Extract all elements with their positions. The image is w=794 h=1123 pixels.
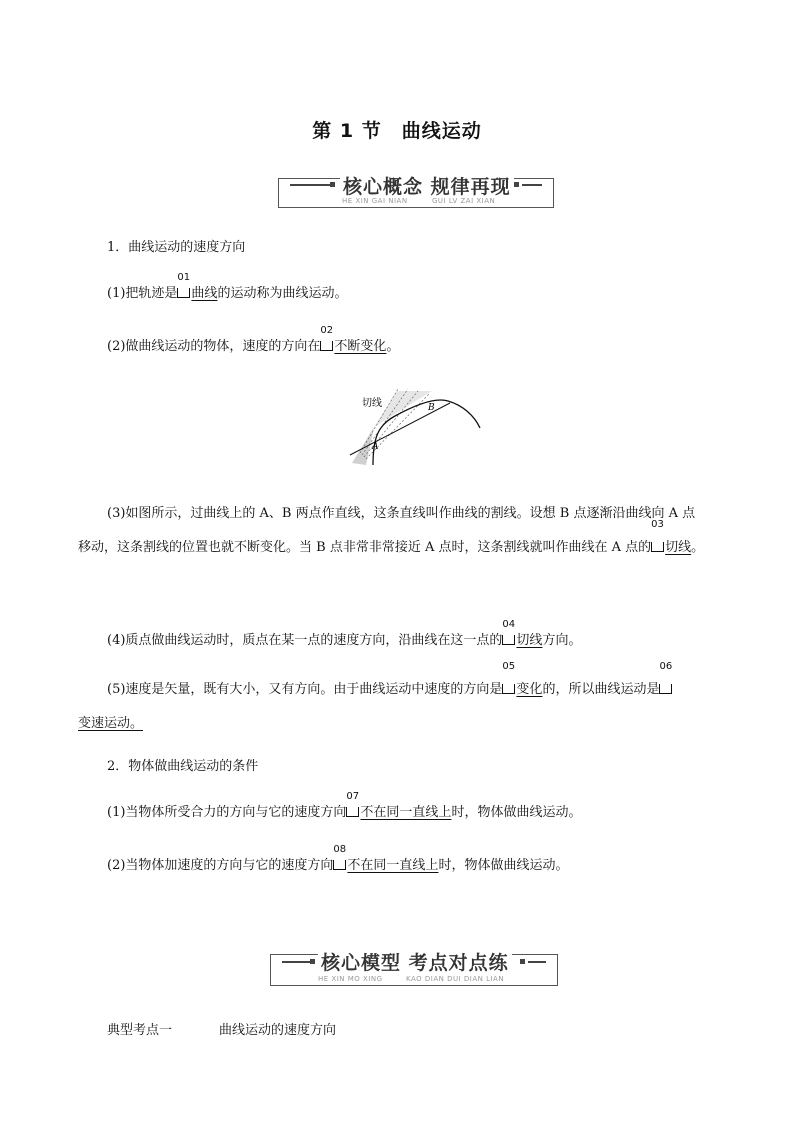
paragraph-5-line-2	[78, 707, 728, 741]
banner-pinyin-left: HE XIN GAI NIAN	[342, 197, 408, 205]
blank-box-icon	[346, 807, 359, 817]
section-banner-core-models	[270, 944, 560, 988]
paragraph-7: (2)当物体加速度的方向与它的速度方向 08 不在同一直线上时，物体做曲线运动。	[107, 856, 568, 876]
banner-pinyin-right: KAO DIAN DUI DIAN LIAN	[406, 975, 505, 983]
answer-blank: 04 切线	[502, 619, 543, 648]
answer-blank: 01 曲线	[177, 272, 218, 301]
answer-blank: 06	[659, 673, 673, 707]
section-heading: 1．曲线运动的速度方向	[107, 240, 246, 255]
blank-box-icon	[659, 684, 672, 694]
secant-shading-lower	[352, 427, 374, 465]
paragraph-5	[78, 661, 728, 741]
paragraph-3-line-1: (3)如图所示，过曲线上的 A、B 两点作直线，这条直线叫作曲线的割线。设想 B 点逐渐沿曲线向 A 点	[107, 506, 696, 521]
paragraph-3	[78, 497, 728, 565]
answer-blank: 07 不在同一直线上	[346, 791, 452, 820]
section-heading: 2．物体做曲线运动的条件	[107, 759, 259, 774]
tangent-figure	[340, 383, 500, 468]
paragraph-2: (2)做曲线运动的物体，速度的方向在 02 不断变化。	[107, 337, 399, 357]
answer-blank: 02 不断变化	[320, 325, 387, 354]
blank-box-icon	[651, 542, 664, 552]
answer-blank-continued: 变速运动。	[78, 716, 144, 731]
blank-box-icon	[502, 635, 515, 645]
paragraph-6: (1)当物体所受合力的方向与它的速度方向 07 不在同一直线上时，物体做曲线运动。	[107, 803, 581, 823]
page-title: 第 1 节 曲线运动	[312, 120, 482, 142]
point-b-label: B	[428, 403, 435, 413]
banner-pinyin-right: GUI LV ZAI XIAN	[432, 197, 496, 205]
typical-point-label: 典型考点一	[107, 1023, 173, 1038]
banner-pinyin-left: HE XIN MO XING	[318, 975, 383, 983]
typical-point-text: 曲线运动的速度方向	[219, 1023, 337, 1038]
paragraph-5-line-1: (5)速度是矢量，既有大小，又有方向。由于曲线运动中速度的方向是 05 变化的，所以曲线运动是 06	[78, 673, 728, 707]
blank-box-icon	[502, 684, 515, 694]
blank-box-icon	[177, 288, 190, 298]
answer-blank: 08 不在同一直线上	[333, 844, 439, 873]
point-a-label: A	[372, 442, 379, 452]
blank-box-icon	[320, 341, 333, 351]
paragraph-3-line-2: 移动，这条割线的位置也就不断变化。当 B 点非常非常接近 A 点时，这条割线就叫作曲线在 A 点的 03 切线。	[78, 531, 728, 565]
banner-title: 核心概念 规律再现	[340, 172, 514, 199]
blank-box-icon	[333, 860, 346, 870]
answer-blank: 03 切线	[651, 519, 692, 555]
paragraph-1: (1)把轨迹是 01 曲线的运动称为曲线运动。	[107, 284, 347, 304]
banner-title: 核心模型 考点对点练	[318, 948, 512, 975]
paragraph-4: (4)质点做曲线运动时，质点在某一点的速度方向，沿曲线在这一点的 04 切线方向。	[107, 631, 581, 651]
section-banner-core-concepts	[278, 170, 554, 210]
tangent-label: 切线	[362, 398, 382, 409]
answer-blank: 05 变化	[502, 661, 543, 697]
